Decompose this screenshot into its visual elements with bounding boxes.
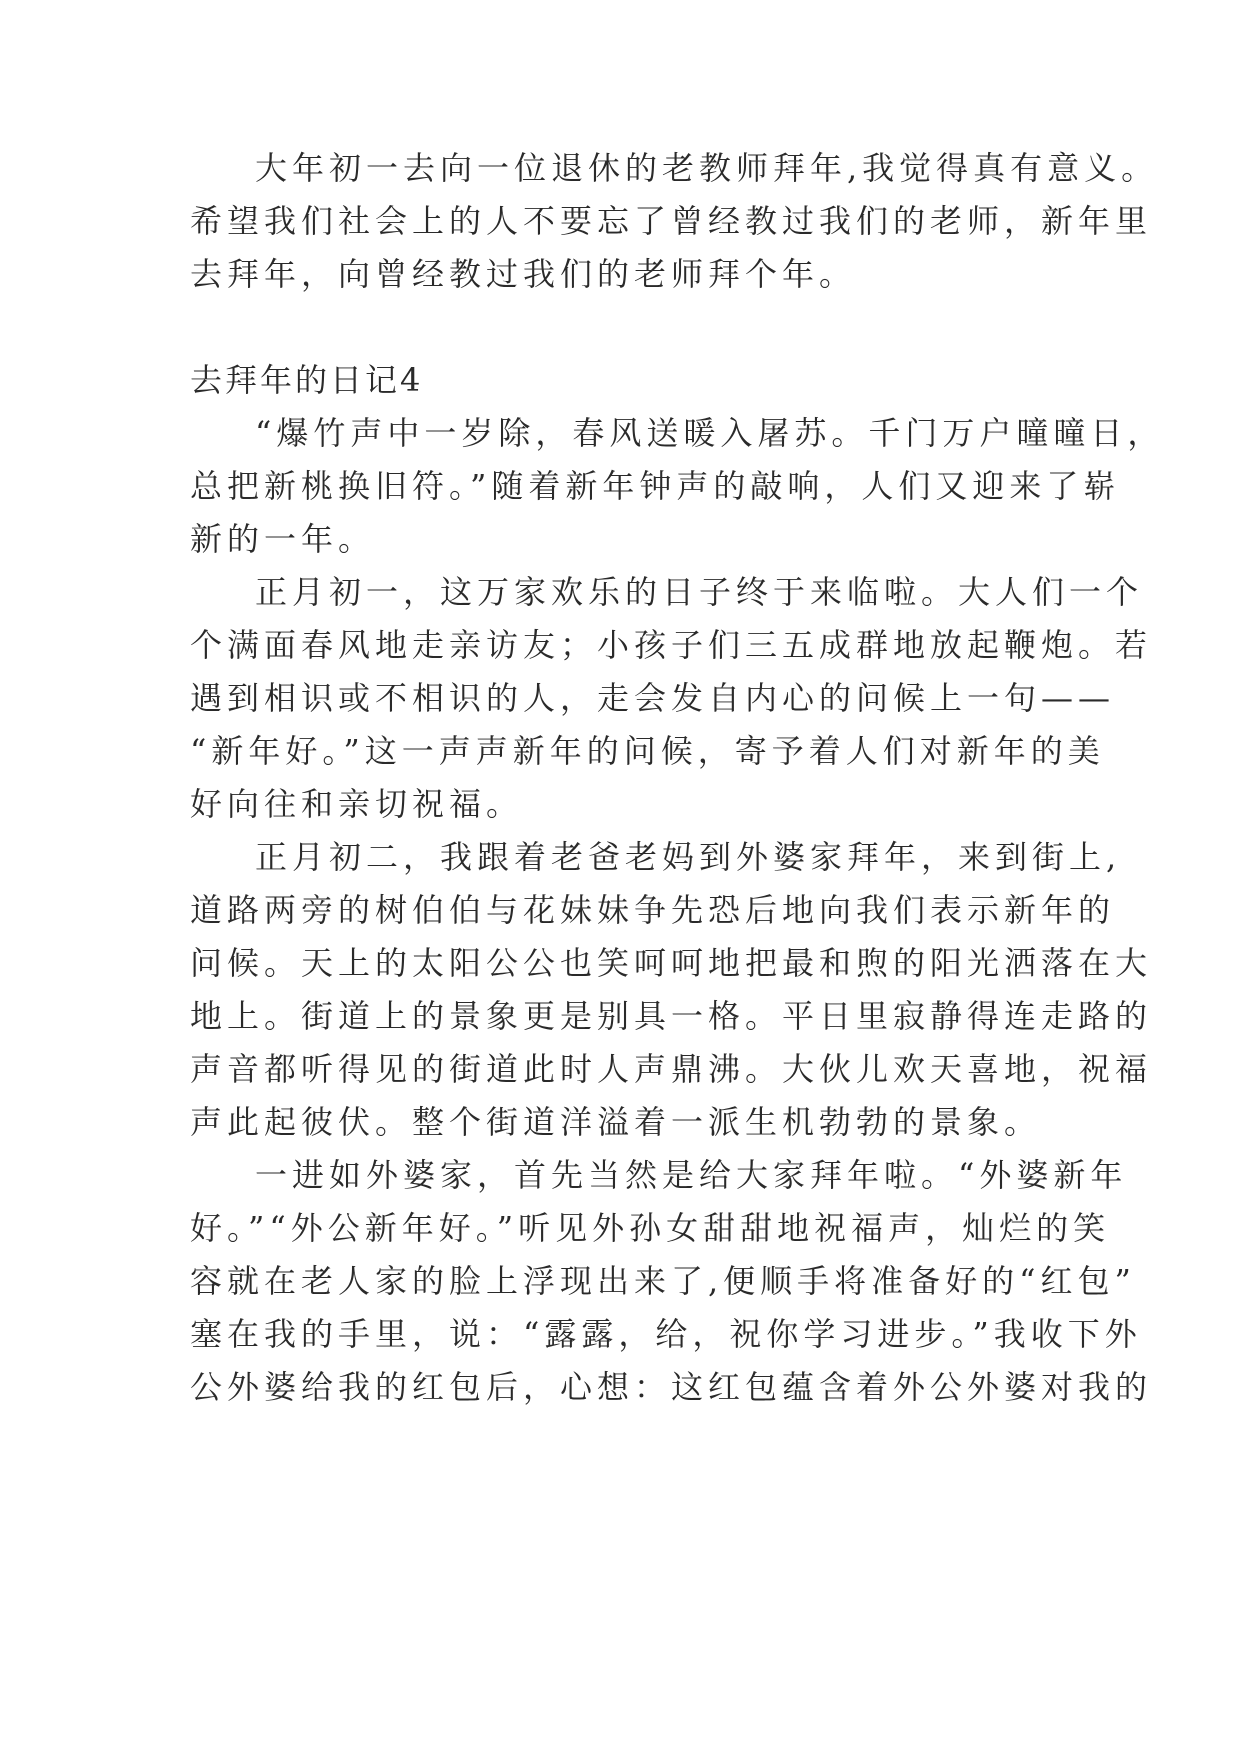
text-line: 正月初二，我跟着老爸老妈到外婆家拜年，来到街上, [255, 838, 1122, 876]
text-line: “新年好。”这一声声新年的问候，寄予着人们对新年的美 [190, 732, 1105, 770]
text-line: 正月初一，这万家欢乐的日子终于来临啦。大人们一个 [255, 573, 1144, 611]
text-line: 好。”“外公新年好。”听见外孙女甜甜地祝福声，灿烂的笑 [190, 1209, 1111, 1247]
text-line: 塞在我的手里，说：“露露，给，祝你学习进步。”我收下外 [190, 1315, 1142, 1353]
text-line: “爆竹声中一岁除，春风送暖入屠苏。千门万户曈曈日， [255, 414, 1165, 452]
text-line: 新的一年。 [190, 520, 376, 558]
text-line: 好向往和亲切祝福。 [190, 785, 524, 823]
text-line: 大年初一去向一位退休的老教师拜年,我觉得真有意义。 [255, 149, 1159, 187]
text-line: 问候。天上的太阳公公也笑呵呵地把最和煦的阳光洒落在大 [190, 944, 1153, 982]
text-line: 容就在老人家的脸上浮现出来了,便顺手将准备好的“红包” [190, 1262, 1136, 1300]
text-line: 地上。街道上的景象更是别具一格。平日里寂静得连走路的 [190, 997, 1153, 1035]
text-line: 声音都听得见的街道此时人声鼎沸。大伙儿欢天喜地，祝福 [190, 1050, 1153, 1088]
section-title: 去拜年的日记4 [190, 361, 424, 399]
text-line: 公外婆给我的红包后，心想：这红包蕴含着外公外婆对我的 [190, 1368, 1153, 1406]
text-line: 道路两旁的树伯伯与花妹妹争先恐后地向我们表示新年的 [190, 891, 1116, 929]
text-line: 希望我们社会上的人不要忘了曾经教过我们的老师，新年里 [190, 202, 1153, 240]
text-line: 遇到相识或不相识的人，走会发自内心的问候上一句—— [190, 679, 1116, 717]
text-line: 总把新桃换旧符。”随着新年钟声的敲响，人们又迎来了崭 [190, 467, 1121, 505]
text-line: 声此起彼伏。整个街道洋溢着一派生机勃勃的景象。 [190, 1103, 1042, 1141]
text-line: 去拜年，向曾经教过我们的老师拜个年。 [190, 255, 857, 293]
text-line: 个满面春风地走亲访友；小孩子们三五成群地放起鞭炮。若 [190, 626, 1153, 664]
text-line: 一进如外婆家，首先当然是给大家拜年啦。“外婆新年 [255, 1156, 1128, 1194]
